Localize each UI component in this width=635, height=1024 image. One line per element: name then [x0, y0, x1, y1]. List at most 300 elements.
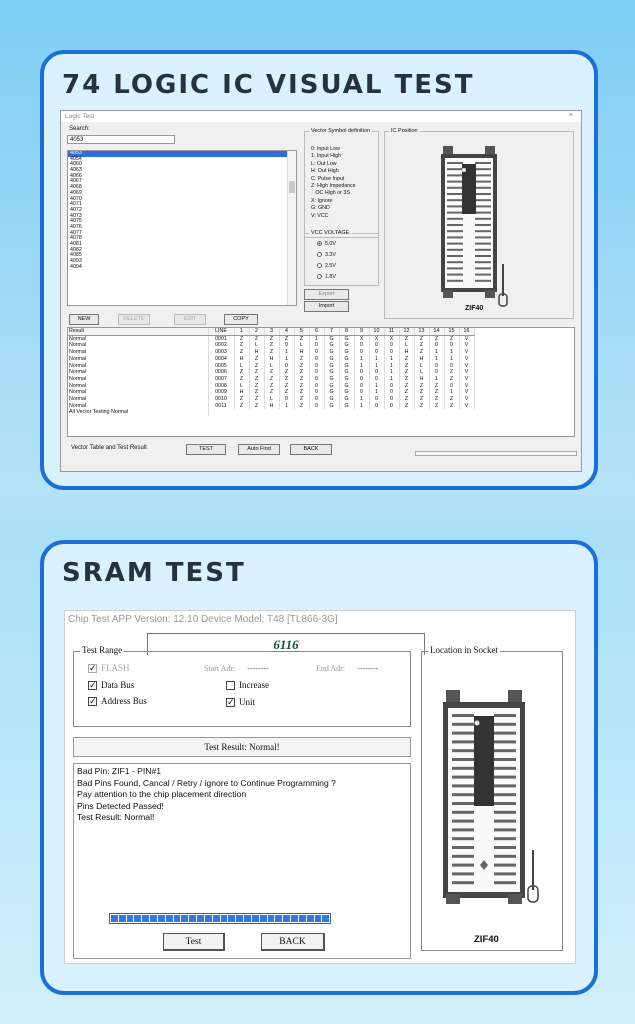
table-cell: G: [339, 369, 354, 376]
table-cell: Z: [264, 383, 279, 390]
socket-pin: [447, 174, 463, 176]
socket-pin: [452, 749, 474, 752]
table-row[interactable]: [68, 403, 474, 410]
table-row[interactable]: [68, 389, 474, 396]
window-title: Chip Test APP Version: 12.10 Device Model: T48 [TL866-3G]: [68, 614, 338, 625]
column-header: Result: [68, 328, 208, 335]
list-item[interactable]: 4094: [70, 263, 82, 270]
table-cell: 0: [309, 403, 324, 410]
table-cell: 0003: [208, 349, 234, 356]
vector-definition-item: L: Out Low: [311, 160, 337, 167]
vcc-option-label: 1.8V: [325, 274, 336, 280]
table-cell: G: [324, 403, 339, 410]
table-cell: 0: [444, 383, 459, 390]
table-cell: Z: [249, 363, 264, 370]
socket-pin: [447, 218, 463, 220]
socket-pin: [494, 864, 516, 867]
table-cell: 1: [384, 369, 399, 376]
table-cell: Z: [399, 396, 414, 403]
progress-segment: [127, 915, 134, 922]
panel-heading: 74 LOGIC IC VISUAL TEST: [62, 70, 475, 100]
socket-pin: [475, 174, 491, 176]
table-row[interactable]: [68, 342, 474, 349]
table-cell: V: [459, 369, 474, 376]
chip-name: 6116: [147, 633, 425, 655]
copy-button[interactable]: COPY: [224, 314, 258, 325]
socket-pin: [494, 846, 516, 849]
result-table: [68, 328, 475, 416]
test-result-banner: Test Result: Normal!: [73, 737, 411, 757]
radio-dot[interactable]: [317, 263, 322, 268]
vcc-options: [317, 239, 336, 283]
table-cell: 1: [279, 403, 294, 410]
table-cell: Z: [414, 349, 429, 356]
table-cell: X: [384, 335, 399, 342]
table-cell: Z: [249, 389, 264, 396]
radio-dot[interactable]: [317, 274, 322, 279]
table-cell: 0: [309, 376, 324, 383]
table-cell: 0: [369, 396, 384, 403]
test-progress-bar: [109, 913, 331, 924]
table-cell: Normal: [68, 369, 208, 376]
socket-pin: [494, 732, 516, 735]
table-cell: Normal: [68, 396, 208, 403]
table-cell: 0: [384, 383, 399, 390]
vcc-radio-3[interactable]: [317, 272, 336, 283]
increase-label: Increase: [239, 680, 269, 690]
table-cell: G: [339, 396, 354, 403]
table-row[interactable]: [68, 376, 474, 383]
table-cell: 0: [309, 389, 324, 396]
ic-position-group: [384, 128, 574, 319]
table-cell: V: [459, 342, 474, 349]
export-button[interactable]: Export: [304, 289, 349, 300]
table-cell: 1: [444, 389, 459, 396]
table-cell: G: [339, 363, 354, 370]
table-cell: 0: [429, 363, 444, 370]
table-cell: Z: [234, 335, 249, 342]
column-header: 10: [369, 328, 384, 335]
table-cell: 1: [354, 396, 369, 403]
table-cell: Z: [279, 335, 294, 342]
vcc-radio-1[interactable]: [317, 250, 336, 261]
checkbox-box[interactable]: [88, 681, 97, 690]
log-line: Pins Detected Passed!: [77, 800, 164, 811]
socket-pin: [447, 236, 463, 238]
vcc-option-label: 3.3V: [325, 252, 336, 258]
table-cell: L: [234, 363, 249, 370]
socket-pin: [494, 855, 516, 858]
table-cell: Z: [249, 335, 264, 342]
flash-label: FLASH: [101, 663, 130, 673]
table-cell: 0: [279, 396, 294, 403]
progress-segment: [315, 915, 322, 922]
table-cell: 0: [354, 342, 369, 349]
socket-pin: [447, 212, 463, 214]
list-item[interactable]: 4073: [70, 212, 82, 219]
table-cell: H: [264, 403, 279, 410]
table-row[interactable]: [68, 335, 474, 342]
table-cell: V: [459, 396, 474, 403]
table-footer: All Vector Testing Normal: [68, 409, 208, 416]
list-item[interactable]: 4085: [70, 252, 82, 259]
test-progress-bar: [415, 451, 577, 456]
socket-pin: [447, 224, 463, 226]
list-item[interactable]: 4078: [70, 235, 82, 242]
table-cell: G: [324, 396, 339, 403]
vcc-option-label: 5.0V: [325, 241, 336, 247]
table-cell: Normal: [68, 383, 208, 390]
table-cell: G: [324, 356, 339, 363]
socket-pin: [452, 811, 474, 814]
vcc-radio-2[interactable]: [317, 261, 336, 272]
table-cell: G: [339, 389, 354, 396]
table-cell: Z: [414, 383, 429, 390]
column-header: 4: [279, 328, 294, 335]
list-item[interactable]: 4082: [70, 246, 82, 253]
socket-pin: [452, 758, 474, 761]
socket-pin: [452, 793, 474, 796]
list-item[interactable]: 4060: [70, 161, 82, 168]
socket-pin: [494, 793, 516, 796]
delete-button[interactable]: DELETE: [118, 314, 150, 325]
table-cell: 0001: [208, 335, 234, 342]
progress-segment: [119, 915, 126, 922]
table-cell: 0: [354, 383, 369, 390]
socket-pin: [494, 784, 516, 787]
table-row[interactable]: [68, 369, 474, 376]
table-cell: 0: [384, 342, 399, 349]
ic-list[interactable]: [67, 150, 297, 306]
socket-pin: [475, 168, 491, 170]
vector-definition-item: 0: Input Low: [311, 146, 340, 152]
table-cell: Z: [444, 376, 459, 383]
checkbox-box[interactable]: [226, 698, 235, 707]
socket-pin: [452, 864, 474, 867]
list-item[interactable]: 4081: [70, 241, 82, 247]
search-label: Search:: [69, 126, 90, 132]
table-cell: Z: [399, 376, 414, 383]
table-cell: 0: [429, 369, 444, 376]
table-row[interactable]: [68, 349, 474, 356]
socket-pin: [452, 740, 474, 743]
table-cell: Z: [444, 403, 459, 410]
table-cell: Z: [294, 383, 309, 390]
column-header: 16: [459, 328, 474, 335]
table-cell: 1: [384, 363, 399, 370]
panel-heading: SRAM TEST: [62, 558, 246, 588]
column-header: 7: [324, 328, 339, 335]
progress-segment: [260, 915, 267, 922]
column-header: 8: [339, 328, 354, 335]
progress-segment: [283, 915, 290, 922]
socket-pin: [447, 181, 463, 183]
vector-definition-item: G: GND: [311, 205, 330, 212]
table-cell: Z: [414, 389, 429, 396]
test-button[interactable]: Test: [163, 933, 225, 951]
vcc-voltage-title: VCC VOLTAGE: [311, 230, 350, 236]
table-cell: 1: [309, 335, 324, 342]
auto-find-button[interactable]: Auto Find: [238, 444, 280, 455]
list-item[interactable]: 4076: [70, 223, 82, 230]
table-cell: V: [459, 335, 474, 342]
table-cell: L: [264, 363, 279, 370]
progress-segment: [197, 915, 204, 922]
list-item[interactable]: 4068: [70, 184, 82, 191]
socket-pin: [447, 168, 463, 170]
progress-segment: [307, 915, 314, 922]
unit-checkbox[interactable]: [226, 697, 255, 708]
table-cell: 0: [354, 389, 369, 396]
table-cell: Z: [249, 403, 264, 410]
table-cell: 1: [279, 356, 294, 363]
table-cell: Z: [234, 403, 249, 410]
vector-definition-item: 1: Input High: [311, 153, 342, 160]
table-cell: Z: [294, 356, 309, 363]
progress-segment: [268, 915, 275, 922]
table-cell: H: [234, 389, 249, 396]
back-button[interactable]: BACK: [261, 933, 325, 951]
table-cell: Z: [264, 342, 279, 349]
table-cell: Z: [294, 363, 309, 370]
scrollbar-thumb[interactable]: [289, 181, 295, 193]
socket-pin: [475, 267, 491, 269]
column-header: 13: [414, 328, 429, 335]
table-cell: 0: [369, 376, 384, 383]
checkbox-box[interactable]: [88, 697, 97, 706]
table-cell: G: [339, 383, 354, 390]
socket-pin: [452, 855, 474, 858]
list-item[interactable]: 4070: [70, 195, 82, 202]
socket-pin: [452, 732, 474, 735]
progress-segment: [322, 915, 329, 922]
socket-pin: [475, 261, 491, 263]
column-header: 14: [429, 328, 444, 335]
address-bus-checkbox[interactable]: [88, 696, 147, 707]
vector-definition-title: Vector Symbol definition: [311, 128, 371, 134]
table-cell: L: [399, 342, 414, 349]
vector-definition-item: C: Pulse Input: [311, 175, 345, 182]
log-line: Bad Pins Found, Cancal / Retry / ignore to Continue Programming ?: [77, 777, 336, 788]
list-item[interactable]: 4054: [70, 155, 82, 162]
table-cell: 0: [369, 369, 384, 376]
search-input[interactable]: 4053: [67, 135, 175, 144]
sram-test-panel: [40, 540, 598, 995]
progress-segment: [291, 915, 298, 922]
edit-button[interactable]: EDIT: [174, 314, 206, 325]
data-bus-label: Data Bus: [101, 680, 135, 690]
table-cell: 0: [309, 356, 324, 363]
socket-pin: [475, 193, 491, 195]
list-item[interactable]: 4063: [70, 167, 82, 174]
table-cell: Z: [234, 376, 249, 383]
checkbox-box[interactable]: [226, 681, 235, 690]
table-cell: V: [459, 389, 474, 396]
table-cell: G: [339, 342, 354, 349]
table-cell: 0: [309, 342, 324, 349]
logic-test-panel: [40, 50, 598, 490]
vcc-voltage-group: [304, 230, 379, 286]
flash-checkbox[interactable]: [88, 663, 130, 674]
table-cell: 1: [429, 376, 444, 383]
table-cell: Z: [444, 369, 459, 376]
table-cell: 1: [369, 363, 384, 370]
location-in-socket-group: [421, 645, 563, 951]
column-header: 12: [399, 328, 414, 335]
table-cell: 0006: [208, 369, 234, 376]
table-cell: 1: [279, 349, 294, 356]
list-item[interactable]: 4066: [70, 172, 82, 179]
table-cell: 0002: [208, 342, 234, 349]
table-cell: 1: [444, 349, 459, 356]
socket-pin: [494, 837, 516, 840]
socket-pin: [447, 205, 463, 207]
table-cell: G: [339, 403, 354, 410]
table-cell: H: [234, 356, 249, 363]
start-adr: [204, 664, 269, 673]
ic-list-scrollbar[interactable]: [287, 151, 296, 305]
table-cell: 0: [384, 396, 399, 403]
socket-pin: [447, 187, 463, 189]
socket-pin: [475, 255, 491, 257]
table-cell: 1: [429, 349, 444, 356]
socket-pin: [475, 162, 491, 164]
zif-socket-icon: [440, 690, 550, 905]
table-header-row: [68, 328, 474, 335]
progress-segment: [189, 915, 196, 922]
vector-definition-item: V: VCC: [311, 212, 329, 219]
table-cell: Z: [294, 396, 309, 403]
table-cell: 0: [384, 403, 399, 410]
socket-pin: [447, 243, 463, 245]
socket-pin: [452, 723, 474, 726]
increase-checkbox[interactable]: [226, 680, 269, 691]
list-item[interactable]: 4077: [70, 229, 82, 236]
column-header: 5: [294, 328, 309, 335]
socket-pin: [447, 267, 463, 269]
table-cell: Z: [429, 335, 444, 342]
table-cell: G: [339, 356, 354, 363]
vcc-radio-0[interactable]: [317, 239, 336, 250]
table-cell: 0: [309, 396, 324, 403]
table-cell: Z: [264, 369, 279, 376]
socket-pin: [494, 776, 516, 779]
table-cell: Z: [294, 376, 309, 383]
column-header: LINE: [208, 328, 234, 335]
list-item[interactable]: 4075: [70, 218, 82, 225]
table-cell: 0: [444, 363, 459, 370]
table-cell: 1: [354, 356, 369, 363]
socket-pin: [452, 846, 474, 849]
table-cell: V: [459, 376, 474, 383]
progress-segment: [111, 915, 118, 922]
table-cell: Z: [399, 356, 414, 363]
data-bus-checkbox[interactable]: [88, 680, 134, 691]
log-line: Pay attention to the chip placement direction: [77, 789, 247, 800]
list-item[interactable]: 4072: [70, 206, 82, 213]
start-adr-label: Start Adr:: [204, 664, 236, 673]
table-row[interactable]: [68, 383, 474, 390]
socket-pin: [494, 749, 516, 752]
table-cell: G: [324, 349, 339, 356]
start-adr-value: --------: [247, 664, 269, 673]
list-item[interactable]: 4069: [70, 189, 82, 196]
table-cell: 0: [279, 363, 294, 370]
socket-pin: [447, 249, 463, 251]
location-title: Location in Socket: [430, 645, 498, 655]
table-cell: H: [399, 349, 414, 356]
socket-pin: [475, 236, 491, 238]
test-log: [73, 763, 411, 959]
table-row[interactable]: [68, 356, 474, 363]
table-cell: V: [459, 403, 474, 410]
table-cell: V: [459, 383, 474, 390]
table-cell: G: [324, 376, 339, 383]
vector-definition-item: OC High or 3S: [311, 190, 350, 197]
table-row[interactable]: [68, 396, 474, 403]
table-cell: 0: [429, 342, 444, 349]
socket-pin: [494, 811, 516, 814]
table-cell: V: [459, 356, 474, 363]
table-cell: Z: [414, 342, 429, 349]
table-cell: Z: [249, 369, 264, 376]
checkbox-box[interactable]: [88, 664, 97, 673]
progress-segment: [213, 915, 220, 922]
list-item[interactable]: 4053: [68, 151, 296, 157]
table-cell: Z: [429, 403, 444, 410]
table-cell: Z: [249, 383, 264, 390]
radio-dot[interactable]: [317, 241, 322, 246]
socket-pin: [494, 872, 516, 875]
window-titlebar: [61, 111, 581, 122]
socket-pin: [452, 820, 474, 823]
socket-pin: [494, 767, 516, 770]
progress-segment: [228, 915, 235, 922]
close-icon[interactable]: ×: [568, 112, 573, 119]
progress-segment: [142, 915, 149, 922]
unit-label: Unit: [239, 697, 256, 707]
test-button[interactable]: TEST: [186, 444, 226, 455]
socket-pin: [447, 255, 463, 257]
table-row[interactable]: [68, 363, 474, 370]
table-cell: 0: [309, 363, 324, 370]
table-cell: L: [294, 342, 309, 349]
socket-pin: [475, 187, 491, 189]
table-cell: Z: [414, 335, 429, 342]
log-line: Bad Pin: ZIF1 - PIN#1: [77, 766, 162, 776]
progress-segment: [166, 915, 173, 922]
table-cell: Z: [294, 389, 309, 396]
list-item[interactable]: 4067: [70, 178, 82, 185]
back-button[interactable]: BACK: [290, 444, 332, 455]
list-item[interactable]: 4093: [70, 258, 82, 265]
table-cell: Z: [294, 369, 309, 376]
socket-pin: [475, 243, 491, 245]
table-cell: 1: [354, 403, 369, 410]
radio-dot[interactable]: [317, 252, 322, 257]
table-cell: G: [324, 335, 339, 342]
socket-pin: [452, 828, 474, 831]
table-cell: H: [414, 376, 429, 383]
table-cell: 0: [309, 349, 324, 356]
progress-segment: [252, 915, 259, 922]
vector-definition-item: X: Ignore: [311, 197, 333, 204]
new-button[interactable]: NEW: [69, 314, 99, 325]
list-item[interactable]: 4071: [70, 201, 82, 208]
table-cell: Z: [399, 403, 414, 410]
import-button[interactable]: Import: [304, 301, 349, 312]
socket-pin: [452, 714, 474, 717]
